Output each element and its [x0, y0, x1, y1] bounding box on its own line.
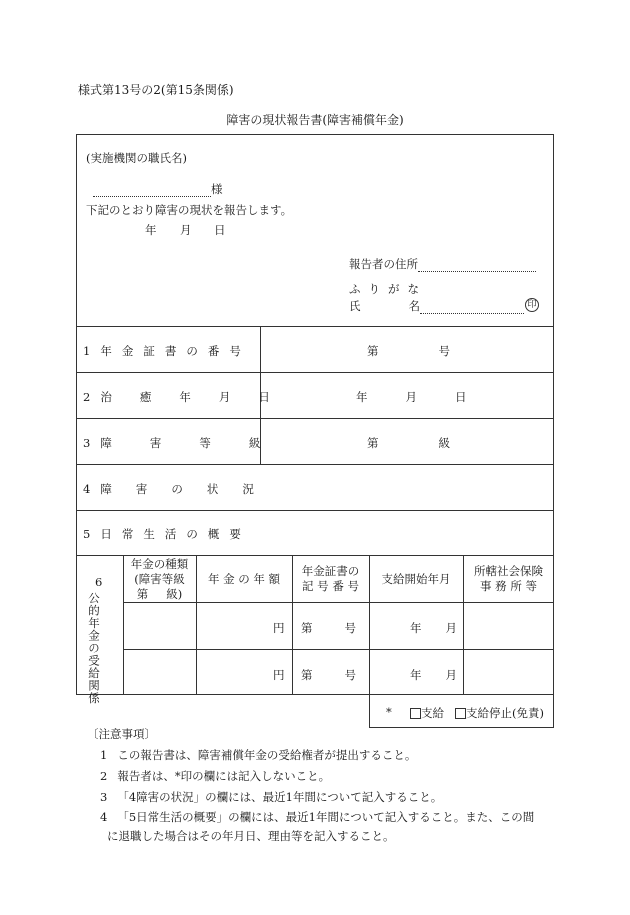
date-year-label: 年	[145, 223, 157, 237]
pension-type-field-2[interactable]	[124, 650, 195, 694]
office-use-asterisk: *	[386, 705, 392, 719]
suspension-option-label: 支給停止(免責)	[466, 706, 544, 720]
row-cure-date-label: 2 治 癒 年 月 日	[83, 390, 270, 404]
note-item: 2 報告者は、*印の欄には記入しないこと。	[100, 769, 331, 783]
payment-box-bottom	[369, 727, 554, 728]
divider	[76, 555, 554, 556]
cert-number-field-2[interactable]: 第 号	[301, 668, 356, 682]
notes-heading: 〔注意事項〕	[87, 727, 156, 741]
cure-date-field[interactable]: 年 月 日	[356, 390, 467, 404]
name-label-1: 氏	[349, 299, 361, 313]
header-start-date: 支給開始年月	[381, 572, 451, 586]
row-disability-grade-label: 3 障 害 等 級	[83, 436, 261, 450]
annual-amount-field-1[interactable]: 円	[273, 621, 285, 635]
divider	[76, 418, 554, 419]
office-field-1[interactable]	[464, 603, 553, 648]
start-date-field-2[interactable]: 年 月	[410, 668, 457, 682]
furigana-label: ふ り が な	[349, 282, 419, 296]
payment-box-left	[369, 695, 370, 727]
date-month-label: 月	[180, 223, 192, 237]
header-cert-number: 年金証書の 記 号 番 号	[301, 564, 360, 593]
address-label: 報告者の住所	[349, 257, 418, 271]
annual-amount-field-2[interactable]: 円	[273, 668, 285, 682]
header-annual-amount: 年 金 の 年 額	[207, 572, 281, 586]
checkbox-icon	[455, 708, 466, 719]
row-pension-cert-label: 1 年 金 証 書 の 番 号	[83, 344, 241, 358]
divider	[76, 510, 554, 511]
cert-number-field-1[interactable]: 第 号	[301, 621, 356, 635]
seal-mark: 印	[525, 298, 539, 312]
note-item: 3 「4障害の状況」の欄には、最近1年間について記入すること。	[100, 790, 443, 804]
note-item: 1 この報告書は、障害補償年金の受給権者が提出すること。	[100, 748, 417, 762]
divider	[76, 326, 554, 327]
pension-type-field-1[interactable]	[124, 603, 195, 648]
header-office: 所轄社会保険 事 務 所 等	[474, 564, 543, 593]
agency-label: (実施機関の職氏名)	[86, 151, 187, 165]
report-statement: 下記のとおり障害の現状を報告します。	[86, 203, 293, 217]
daily-life-field[interactable]	[262, 512, 552, 553]
pension-cert-number-field[interactable]: 第 号	[367, 344, 450, 358]
form-number: 様式第13号の2(第15条関係)	[78, 83, 234, 97]
date-day-label: 日	[214, 223, 226, 237]
office-field-2[interactable]	[464, 650, 553, 694]
honorific: 様	[211, 182, 223, 196]
addressee-field[interactable]	[93, 181, 223, 197]
divider	[76, 464, 554, 465]
row-disability-status-label: 4 障 害 の 状 況	[83, 482, 254, 496]
header-pension-type: 年金の種類 (障害等級 第 級)	[130, 557, 189, 601]
public-pension-label: 公的年金の受給関係	[87, 592, 101, 705]
address-field[interactable]	[349, 256, 536, 272]
payment-option-label: 支給	[421, 706, 444, 720]
payment-option-checkbox[interactable]	[410, 705, 444, 721]
disability-grade-field[interactable]: 第 級	[367, 436, 450, 450]
suspension-option-checkbox[interactable]	[455, 705, 544, 721]
payment-box-right	[553, 695, 554, 727]
note-item-continuation: に退職した場合はその年月日、理由等を記入すること。	[107, 829, 395, 843]
disability-status-field[interactable]	[262, 466, 552, 508]
row-daily-life-label: 5 日 常 生 活 の 概 要	[83, 527, 241, 541]
divider	[76, 372, 554, 373]
name-field[interactable]	[349, 298, 524, 314]
name-label-2: 名	[408, 299, 420, 313]
checkbox-icon	[410, 708, 421, 719]
start-date-field-1[interactable]: 年 月	[410, 621, 457, 635]
document-title: 障害の現状報告書(障害補償年金)	[226, 113, 404, 127]
public-pension-num: 6	[95, 575, 103, 589]
note-item: 4 「5日常生活の概要」の欄には、最近1年間について記入すること。また、この間	[100, 810, 535, 824]
